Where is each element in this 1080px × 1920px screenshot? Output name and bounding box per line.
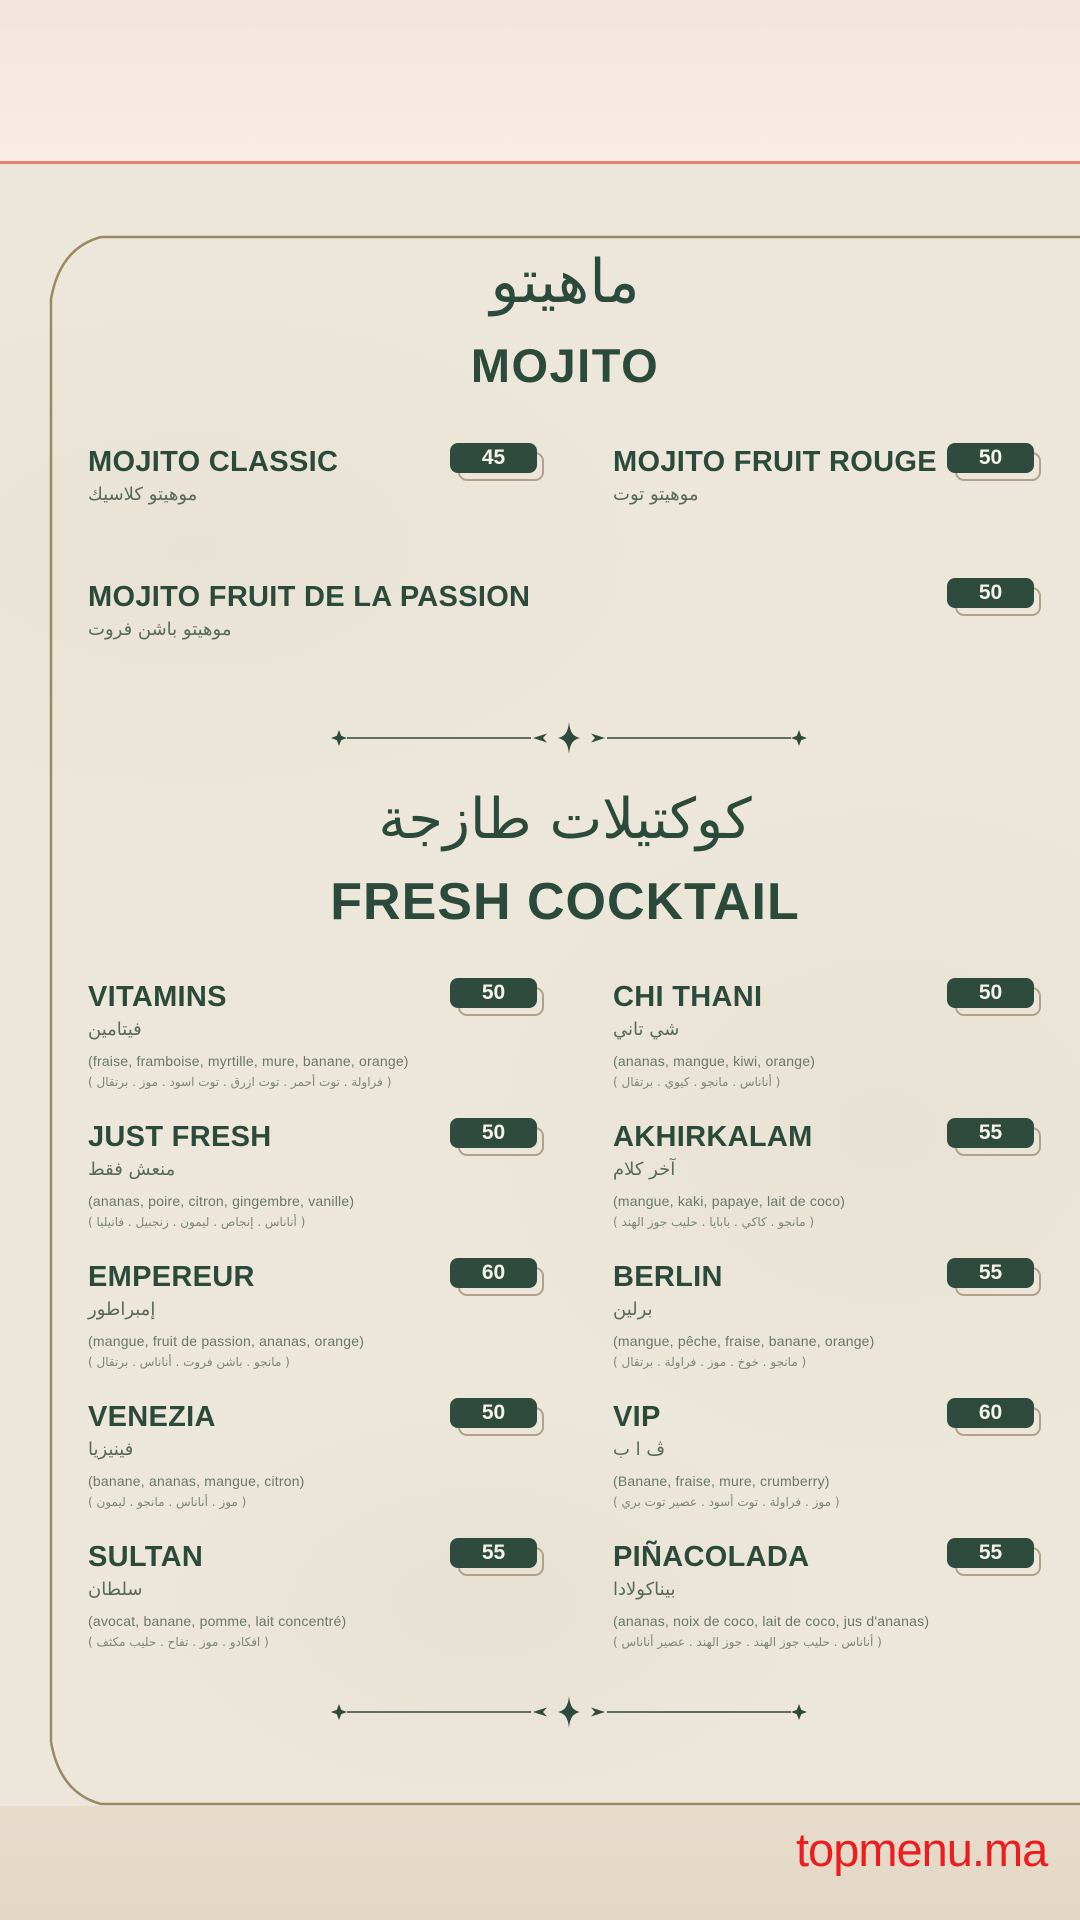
- price-badge: [450, 443, 537, 473]
- menu-item: [88, 443, 568, 507]
- price-badge: [947, 443, 1034, 473]
- menu-item: [613, 1258, 1080, 1371]
- item-name-arabic: منعش فقط: [88, 1159, 176, 1180]
- section-header: FRESH COCKTAIL: [330, 873, 800, 931]
- item-ingredients-ar: ( أناناس . مانجو . كيوي . برتقال ): [613, 1075, 781, 1089]
- price-value: 50: [450, 978, 537, 1008]
- menu-item: [613, 1538, 1080, 1651]
- section-header: MOJITO: [470, 339, 660, 392]
- item-ingredients-fr: (fraise, framboise, myrtille, mure, banane, orange): [88, 1053, 409, 1069]
- price-badge: [947, 1538, 1034, 1568]
- item-ingredients-fr: (banane, ananas, mangue, citron): [88, 1473, 305, 1489]
- item-ingredients-fr: (Banane, fraise, mure, crumberry): [613, 1473, 830, 1489]
- price-value: 55: [947, 1118, 1034, 1148]
- price-badge: [947, 578, 1034, 608]
- item-ingredients-ar: ( افكادو . موز . تفاح . حليب مكثف ): [88, 1635, 269, 1649]
- watermark: topmenu.ma: [796, 1823, 1048, 1876]
- item-name-arabic: برلين: [613, 1299, 653, 1320]
- price-badge: [947, 1118, 1034, 1148]
- item-name: MOJITO CLASSIC: [88, 446, 339, 478]
- item-name: PIÑACOLADA: [613, 1541, 810, 1573]
- price-value: 50: [450, 1398, 537, 1428]
- item-name: AKHIRKALAM: [613, 1121, 813, 1153]
- price-value: 55: [450, 1538, 537, 1568]
- section-header-arabic: ماهيتو: [490, 247, 640, 317]
- item-name-arabic: فينيزيا: [88, 1439, 134, 1460]
- menu-item: [613, 1118, 1080, 1231]
- menu-item: [613, 1398, 1080, 1511]
- price-value: 60: [947, 1398, 1034, 1428]
- item-name-arabic: فيتامين: [88, 1019, 142, 1040]
- item-ingredients-fr: (mangue, kaki, papaye, lait de coco): [613, 1193, 846, 1209]
- item-ingredients-ar: ( فراولة . توت أحمر . توت ازرق . توت اسود . موز . برتقال ): [88, 1075, 392, 1089]
- item-name-arabic: ڤ ا ب: [613, 1439, 666, 1460]
- price-value: 50: [450, 1118, 537, 1148]
- item-ingredients-fr: (ananas, noix de coco, lait de coco, jus d'ananas): [613, 1613, 930, 1629]
- price-badge: [450, 1398, 537, 1428]
- item-name: SULTAN: [88, 1541, 204, 1573]
- section-divider: [329, 719, 809, 757]
- menu-item: [613, 978, 1080, 1091]
- item-ingredients-ar: ( أناناس . إنجاص . ليمون . زنجبيل . فانيليا ): [88, 1215, 306, 1229]
- item-name: CHI THANI: [613, 981, 763, 1013]
- item-name: VITAMINS: [88, 981, 227, 1013]
- menu-item: [88, 1258, 588, 1371]
- price-value: 50: [947, 443, 1034, 473]
- item-name-arabic: سلطان: [88, 1579, 143, 1600]
- menu-item: [88, 1118, 588, 1231]
- menu-item: [88, 1398, 588, 1511]
- item-name: MOJITO FRUIT ROUGE: [613, 446, 937, 478]
- price-badge: [947, 1258, 1034, 1288]
- item-name: BERLIN: [613, 1261, 723, 1293]
- item-name: VENEZIA: [88, 1401, 216, 1433]
- section-divider: [329, 1693, 809, 1731]
- item-name-arabic: موهيتو توت: [613, 484, 699, 505]
- menu-item: [613, 443, 1080, 507]
- item-name-arabic: بيناكولادا: [613, 1579, 676, 1600]
- item-name: MOJITO FRUIT DE LA PASSION: [88, 581, 531, 613]
- price-badge: [947, 978, 1034, 1008]
- item-name: JUST FRESH: [88, 1121, 272, 1153]
- item-ingredients-fr: (avocat, banane, pomme, lait concentré): [88, 1613, 347, 1629]
- item-ingredients-fr: (mangue, pêche, fraise, banane, orange): [613, 1333, 875, 1349]
- menu-item: [88, 1538, 588, 1651]
- section-header-arabic: كوكتيلات طازجة: [378, 787, 752, 852]
- item-ingredients-ar: ( مانجو . باشن فروت . أناناس . برتقال ): [88, 1355, 290, 1369]
- price-value: 60: [450, 1258, 537, 1288]
- item-ingredients-fr: (ananas, poire, citron, gingembre, vanille): [88, 1193, 355, 1209]
- price-value: 50: [947, 978, 1034, 1008]
- price-badge: [450, 1258, 537, 1288]
- item-name: EMPEREUR: [88, 1261, 255, 1293]
- menu-item: [88, 978, 588, 1091]
- item-name-arabic: موهيتو كلاسيك: [88, 484, 198, 505]
- menu-item: [88, 578, 1080, 642]
- item-name-arabic: موهيتو باشن فروت: [88, 619, 232, 640]
- item-name-arabic: آخر كلام: [613, 1159, 676, 1180]
- price-value: 50: [947, 578, 1034, 608]
- price-badge: [450, 978, 537, 1008]
- price-badge: [450, 1118, 537, 1148]
- item-name: VIP: [613, 1401, 661, 1433]
- item-ingredients-ar: ( موز . فراولة . توت أسود . عصير توت بري ): [613, 1495, 840, 1509]
- price-value: 45: [450, 443, 537, 473]
- item-ingredients-ar: ( أناناس . حليب جوز الهند . جوز الهند . عصير أناناس ): [613, 1635, 882, 1649]
- item-ingredients-fr: (mangue, fruit de passion, ananas, orange): [88, 1333, 365, 1349]
- top-band: [0, 0, 1080, 161]
- price-value: 55: [947, 1258, 1034, 1288]
- price-value: 55: [947, 1538, 1034, 1568]
- item-ingredients-ar: ( مانجو . خوخ . موز . فراولة . برتقال ): [613, 1355, 807, 1369]
- item-name-arabic: شي تاني: [613, 1019, 680, 1040]
- item-ingredients-ar: ( موز . أناناس . مانجو . ليمون ): [88, 1495, 247, 1509]
- item-ingredients-fr: (ananas, mangue, kiwi, orange): [613, 1053, 816, 1069]
- item-ingredients-ar: ( مانجو . كاكي . بابايا . حليب جوز الهند ): [613, 1215, 815, 1229]
- price-badge: [947, 1398, 1034, 1428]
- item-name-arabic: إمبراطور: [88, 1299, 156, 1320]
- price-badge: [450, 1538, 537, 1568]
